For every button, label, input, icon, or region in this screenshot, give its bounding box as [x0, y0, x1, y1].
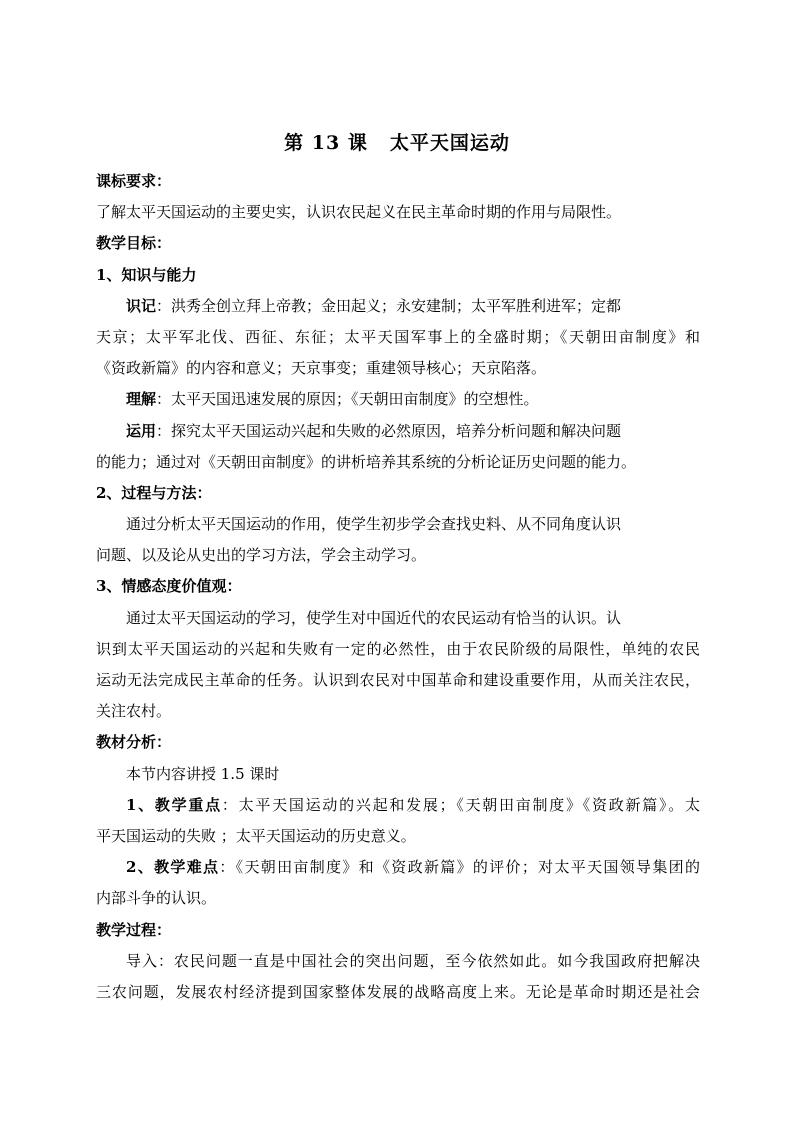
emotion-text-4: 关注农村。 — [96, 702, 172, 721]
standard-text: 了解太平天国运动的主要史实，认识农民起义在民主革命时期的作用与局限性。 — [96, 203, 622, 222]
lesson-name: 太平天国运动 — [389, 132, 510, 154]
goals-heading: 教学目标： — [96, 234, 172, 253]
key-point-line-1 — [96, 790, 700, 821]
standard-heading: 课标要求： — [96, 172, 172, 190]
lesson-title — [0, 128, 794, 155]
difficulty-line-1 — [96, 852, 700, 883]
teaching-process-heading: 教学过程： — [96, 920, 172, 939]
apply-text-1: ：探究太平天国运动兴起和失败的必然原因，培养分析问题和解决问题 — [156, 421, 622, 440]
analysis-heading: 教材分析： — [96, 733, 172, 752]
process-method-text-1: 通过分析太平天国运动的作用，使学生初步学会查找史料、从不同角度认识 — [126, 515, 622, 534]
intro-text-2: 三农问题，发展农村经济提到国家整体发展的战略高度上来。无论是革命时期还是社会 — [96, 982, 700, 1001]
emotion-text-3: 运动无法完成民主革命的任务。认识到农民对中国革命和建设重要作用，从而关注农民， — [96, 671, 700, 689]
process-method-text-2: 问题、以及论从史出的学习方法，学会主动学习。 — [96, 546, 427, 565]
understand-paragraph — [96, 384, 700, 415]
emotion-text-1: 通过太平天国运动的学习，使学生对中国近代的农民运动有恰当的认识。认 — [126, 608, 622, 627]
recall-paragraph-line-1 — [96, 291, 700, 322]
key-point-text-1: ：太平天国运动的兴起和发展；《天朝田亩制度》《资政新篇》。太 — [221, 795, 700, 814]
apply-label: 运用 — [126, 421, 157, 440]
recall-text-3: 《资政新篇》的内容和意义；天京事变；重建领导核心；天京陷落。 — [96, 359, 547, 378]
process-method-heading: 2、过程与方法： — [96, 483, 212, 502]
apply-paragraph-line-1 — [96, 416, 700, 447]
recall-text-1: ：洪秀全创立拜上帝教；金田起义；永安建制；太平军胜利进军；定都 — [156, 296, 622, 315]
recall-label: 识记 — [126, 296, 157, 315]
intro-text-1: 导入：农民问题一直是中国社会的突出问题，至今依然如此。如今我国政府把解决 — [126, 951, 700, 970]
analysis-hours: 本节内容讲授 1.5 课时 — [126, 764, 280, 783]
understand-text: ：太平天国迅速发展的原因；《天朝田亩制度》的空想性。 — [156, 390, 539, 409]
knowledge-heading: 1、知识与能力 — [96, 265, 197, 284]
understand-label: 理解 — [126, 390, 157, 409]
document-body — [96, 166, 700, 1008]
difficulty-label: 2、教学难点 — [126, 858, 220, 877]
key-point-text-2: 平天国运动的失败 ；太平天国运动的历史意义。 — [96, 826, 416, 845]
lesson-number: 第 13 课 — [284, 132, 368, 154]
apply-text-2: 的能力；通过对《天朝田亩制度》的讲析培养其系统的分析论证历史问题的能力。 — [96, 452, 637, 471]
recall-text-2: 天京；太平军北伐、西征、东征；太平天国军事上的全盛时期；《天朝田亩制度》和 — [96, 327, 700, 346]
emotion-heading: 3、情感态度价值观： — [96, 577, 242, 596]
key-point-label: 1、教学重点 — [126, 795, 222, 814]
difficulty-text-2: 内部斗争的认识。 — [96, 889, 217, 908]
emotion-text-2: 识到太平天国运动的兴起和失败有一定的必然性，由于农民阶级的局限性，单纯的农民 — [96, 639, 700, 658]
difficulty-text-1: ：《天朝田亩制度》和《资政新篇》的评价；对太平天国领导集团的 — [219, 858, 700, 877]
